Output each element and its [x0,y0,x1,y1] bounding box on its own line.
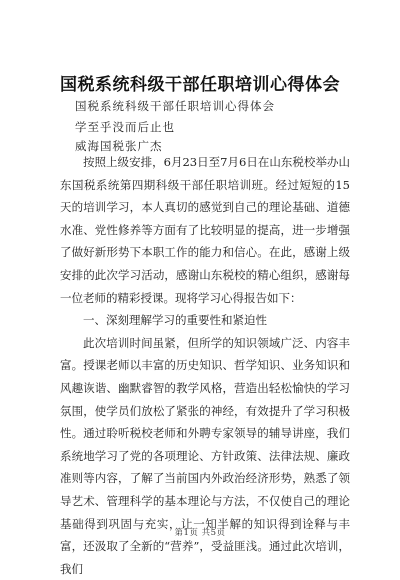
document-author: 威海国税张广杰 [75,139,163,153]
document-body [60,151,350,580]
document-subtitle: 国税系统科级干部任职培训心得体会 [75,99,275,113]
page-number: 第1页 共5页 [174,528,226,538]
body-paragraph: 此次培训时间虽紧，但所学的知识领域广泛、内容丰富。授课老师以丰富的历史知识、哲学知识、业务知识和风趣诙谐、幽默睿智的教学风格，营造出轻松愉快的学习氛围，使学员们放松了紧张的神经，有效提升了学习积极性。通过聆听税校老师和外聘专家领导的辅导讲座，我们系统地学习了党的各项理论、方针政策、法律法规、廉政准则等内容，了解了当前国内外政治经济形势，熟悉了领导艺术、管理科学的基本理论与方法，不仅使自己的理论基础得到巩固与充实，让一知半解的知识得到诠释与丰富，还汲取了全新的“营养”，受益匪浅。通过此次培训，我们 [60,335,350,576]
document-title: 国税系统科级干部任职培训心得体会 [60,75,340,95]
body-paragraph: 按照上级安排，6月23日至7月6日在山东税校举办山东国税系统第四期科级干部任职培训班。经过短短的15天的培训学习，本人真切的感觉到自己的理论基础、道德水准、党性修养等方面有了比较明显的提高，进一步增强了做好新形势下本职工作的能力和信心。在此，感谢上级安排的此次学习活动，感谢山东税校的精心组织，感谢每一位老师的精彩授课。现将学习心得报告如下： [60,155,350,305]
document-motto: 学至乎没而后止也 [75,120,175,134]
section-heading: 一、深刻理解学习的重要性和紧迫性 [83,313,267,328]
